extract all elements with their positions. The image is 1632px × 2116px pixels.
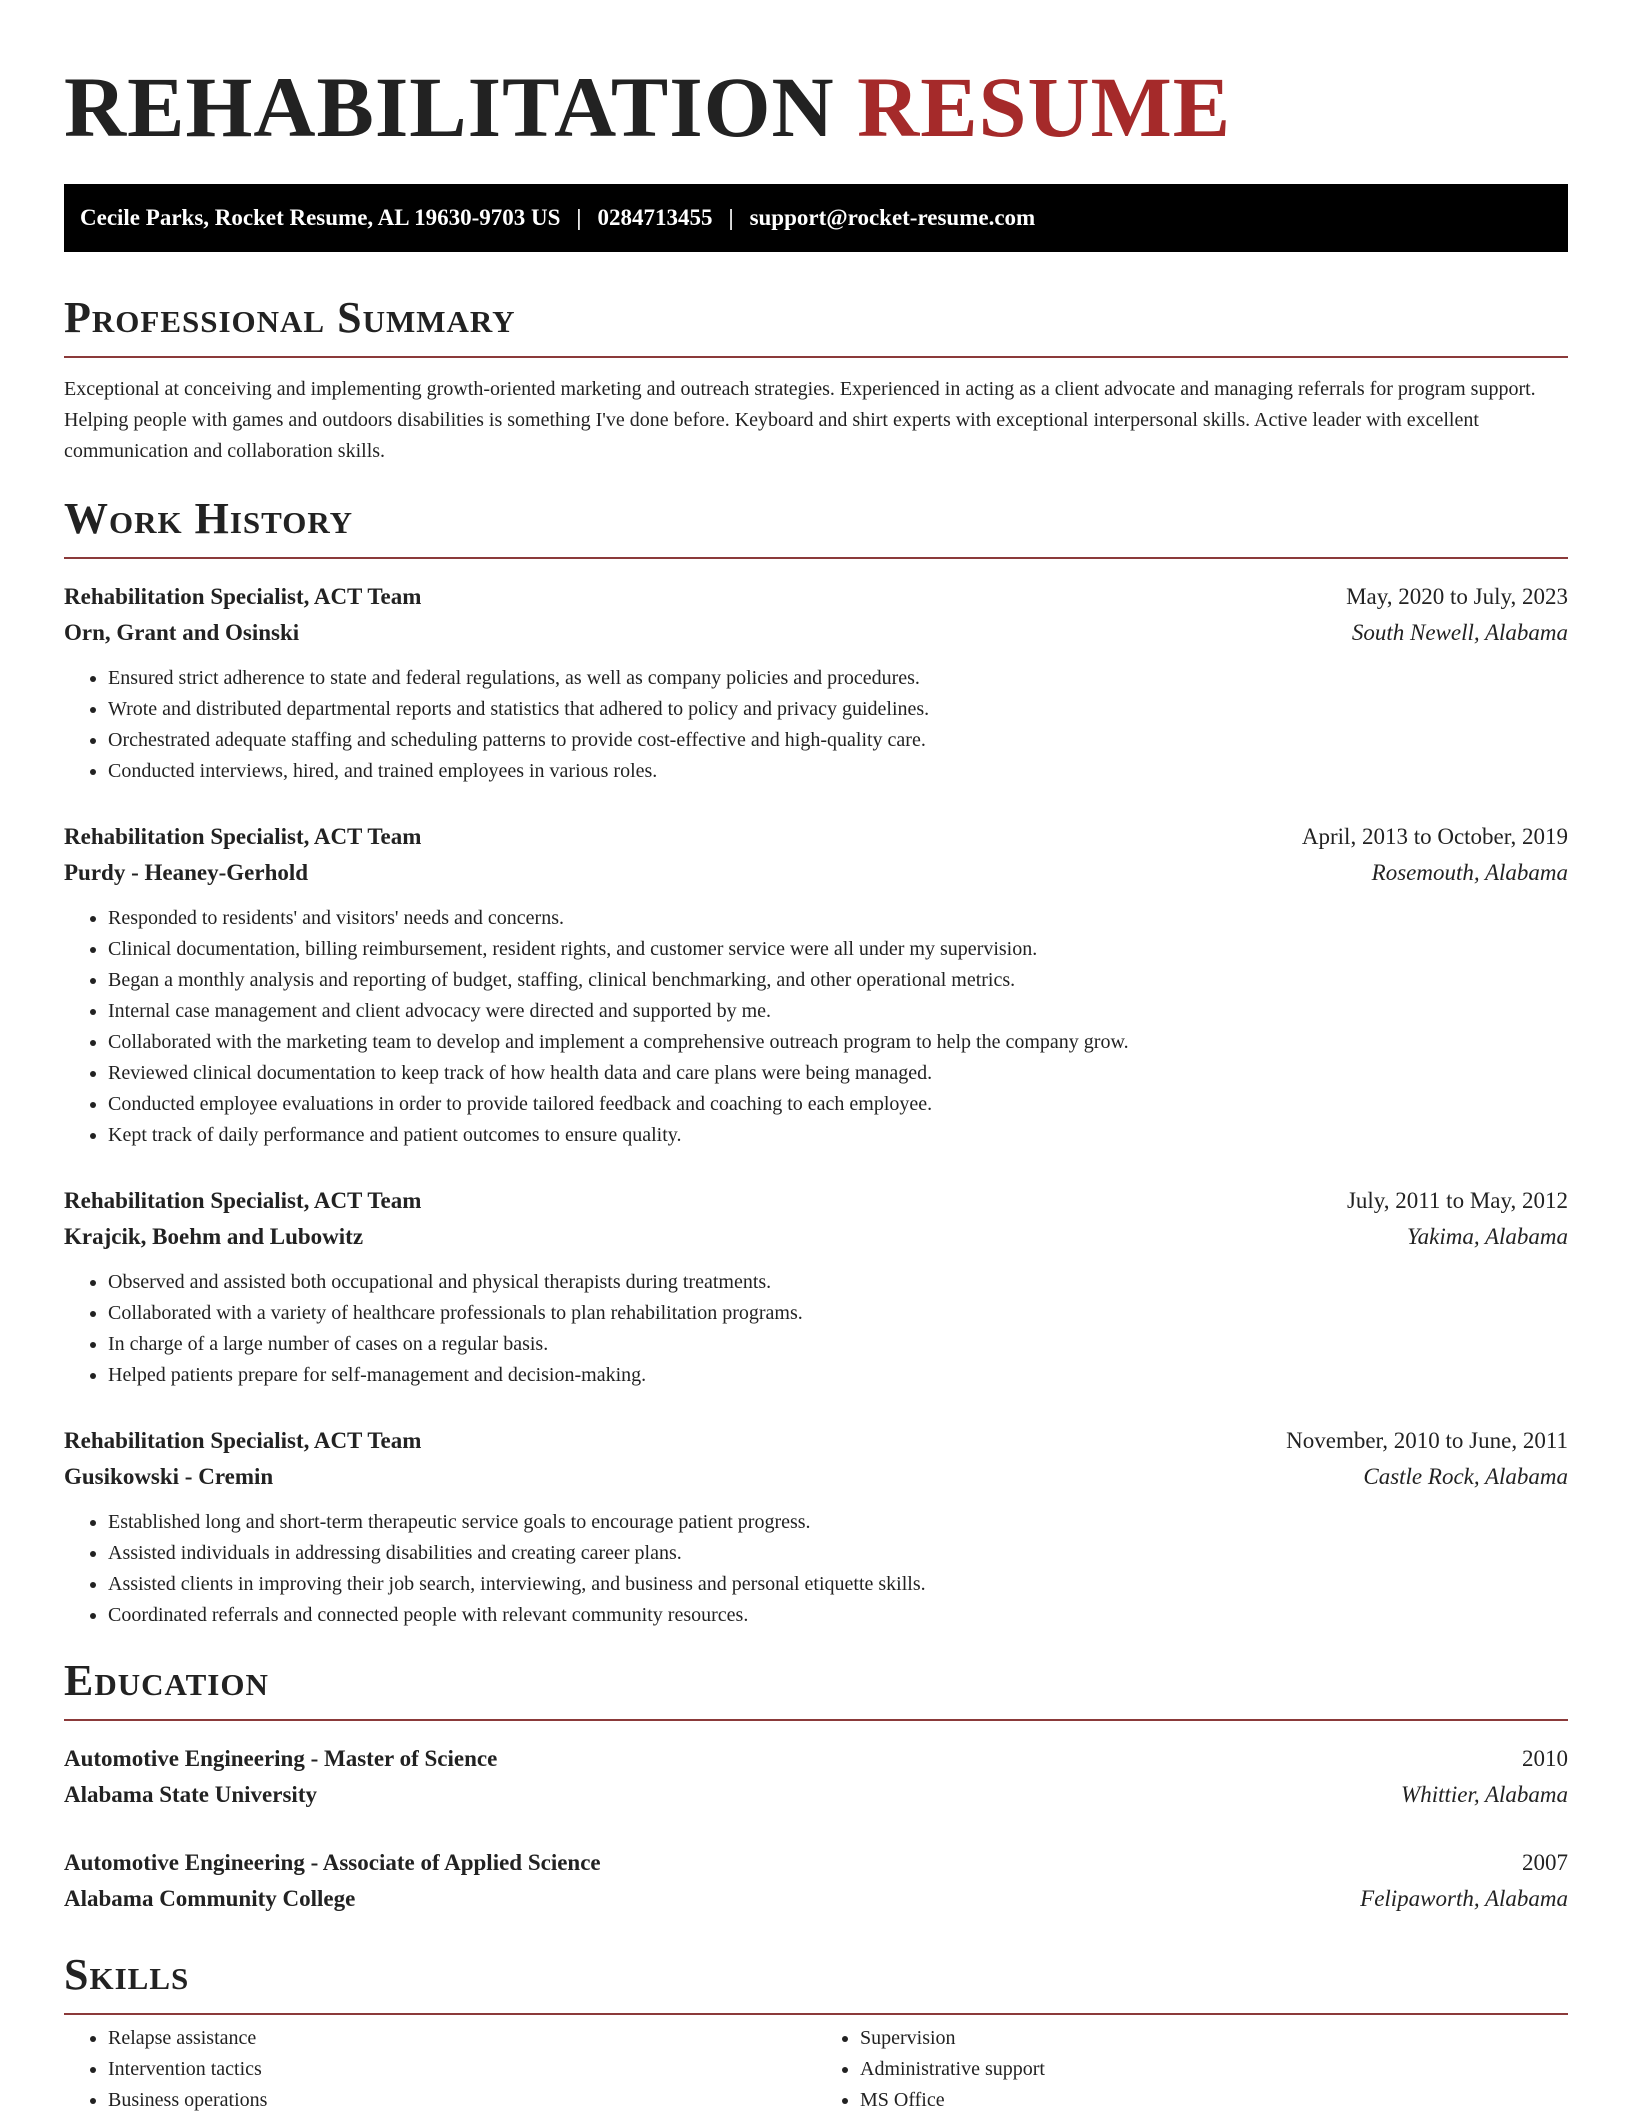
education-degree-row <box>64 1845 1568 1881</box>
job-dates: November, 2010 to June, 2011 <box>1286 1428 1568 1453</box>
contact-address: Cecile Parks, Rocket Resume, AL 19630-9703 US <box>80 205 561 230</box>
job-bullets <box>64 1507 1568 1631</box>
job-header-row <box>64 1423 1568 1459</box>
job-bullet: • Began a monthly analysis and reporting of budget, staffing, clinical benchmarking, and other operational metrics. <box>108 965 1568 996</box>
job-location: Castle Rock, Alabama <box>1363 1464 1568 1489</box>
education-section <box>64 1656 1568 1917</box>
contact-email: support@rocket-resume.com <box>749 205 1036 230</box>
job-bullet: • Observed and assisted both occupational and physical therapists during treatments. <box>108 1267 1568 1298</box>
job-company: Krajcik, Boehm and Lubowitz <box>64 1224 364 1249</box>
job-bullet: • Conducted employee evaluations in order to provide tailored feedback and coaching to each employee. <box>108 1089 1568 1120</box>
education-school-row <box>64 1777 1568 1813</box>
job-header-row <box>64 579 1568 615</box>
job-title: Rehabilitation Specialist, ACT Team <box>64 584 422 609</box>
job-bullet: • Conducted interviews, hired, and trained employees in various roles. <box>108 756 1568 787</box>
education-list <box>64 1741 1568 1917</box>
work-history-heading: Work History <box>64 494 354 543</box>
education-entry <box>64 1845 1568 1917</box>
job-bullet: • Internal case management and client advocacy were directed and supported by me. <box>108 996 1568 1027</box>
skills-grid <box>64 2023 1568 2116</box>
job-bullet: • Orchestrated adequate staffing and scheduling patterns to provide cost-effective and high-quality care. <box>108 725 1568 756</box>
education-school: Alabama State University <box>64 1782 317 1807</box>
job-bullets <box>64 903 1568 1151</box>
job-header-row <box>64 819 1568 855</box>
job-bullets <box>64 1267 1568 1391</box>
job-bullet: • Responded to residents' and visitors' needs and concerns. <box>108 903 1568 934</box>
job-bullet: • Wrote and distributed departmental reports and statistics that adhered to policy and privacy guidelines. <box>108 694 1568 725</box>
education-location: Whittier, Alabama <box>1401 1782 1568 1807</box>
job-bullet: • Collaborated with a variety of healthcare professionals to plan rehabilitation programs. <box>108 1298 1568 1329</box>
job-entry <box>64 819 1568 1151</box>
job-entry <box>64 1183 1568 1391</box>
skill-item: • Business operations <box>108 2085 816 2116</box>
job-bullet: • In charge of a large number of cases on a regular basis. <box>108 1329 1568 1360</box>
title-main: REHABILITATION <box>64 59 835 155</box>
skill-item: • Administrative support <box>860 2054 1568 2085</box>
education-degree-row <box>64 1741 1568 1777</box>
job-bullet: • Coordinated referrals and connected people with relevant community resources. <box>108 1600 1568 1631</box>
job-bullet: • Helped patients prepare for self-management and decision-making. <box>108 1360 1568 1391</box>
skills-column-left <box>64 2023 816 2116</box>
job-company: Orn, Grant and Osinski <box>64 620 300 645</box>
job-title: Rehabilitation Specialist, ACT Team <box>64 1188 422 1213</box>
job-bullet: • Established long and short-term therapeutic service goals to encourage patient progress. <box>108 1507 1568 1538</box>
section-divider <box>64 2013 1568 2015</box>
education-year: 2007 <box>1522 1850 1568 1875</box>
title-accent: RESUME <box>857 59 1232 155</box>
education-degree: Automotive Engineering - Master of Science <box>64 1746 498 1771</box>
job-entry <box>64 579 1568 787</box>
job-location: South Newell, Alabama <box>1351 620 1568 645</box>
contact-separator: | <box>728 205 734 230</box>
skills-heading: Skills <box>64 1950 190 1999</box>
education-location: Felipaworth, Alabama <box>1360 1886 1568 1911</box>
job-dates: May, 2020 to July, 2023 <box>1346 584 1568 609</box>
contact-phone: 0284713455 <box>597 205 713 230</box>
skill-item: • Intervention tactics <box>108 2054 816 2085</box>
contact-bar <box>64 184 1568 252</box>
education-entry <box>64 1741 1568 1813</box>
section-divider <box>64 356 1568 358</box>
skill-item: • Supervision <box>860 2023 1568 2054</box>
section-divider <box>64 557 1568 559</box>
skills-column-right <box>816 2023 1568 2116</box>
job-dates: July, 2011 to May, 2012 <box>1346 1188 1568 1213</box>
education-school-row <box>64 1881 1568 1917</box>
education-year: 2010 <box>1522 1746 1568 1771</box>
contact-separator: | <box>576 205 582 230</box>
job-title: Rehabilitation Specialist, ACT Team <box>64 824 422 849</box>
job-company-row <box>64 1459 1568 1495</box>
skills-section <box>64 1950 1568 2116</box>
skill-item: • MS Office <box>860 2085 1568 2116</box>
job-entry <box>64 1423 1568 1631</box>
job-bullet: • Assisted individuals in addressing disabilities and creating career plans. <box>108 1538 1568 1569</box>
job-company-row <box>64 615 1568 651</box>
job-header-row <box>64 1183 1568 1219</box>
job-location: Rosemouth, Alabama <box>1371 860 1568 885</box>
job-bullet: • Kept track of daily performance and patient outcomes to ensure quality. <box>108 1120 1568 1151</box>
job-company-row <box>64 1219 1568 1255</box>
job-bullet: • Reviewed clinical documentation to keep track of how health data and care plans were being managed. <box>108 1058 1568 1089</box>
job-bullets <box>64 663 1568 787</box>
job-bullet: • Ensured strict adherence to state and federal regulations, as well as company policies and procedures. <box>108 663 1568 694</box>
job-company: Purdy - Heaney-Gerhold <box>64 860 309 885</box>
job-dates: April, 2013 to October, 2019 <box>1301 824 1568 849</box>
job-bullet: • Clinical documentation, billing reimbursement, resident rights, and customer service were all under my supervision. <box>108 934 1568 965</box>
work-history-section <box>64 494 1568 1631</box>
section-divider <box>64 1719 1568 1721</box>
job-list <box>64 579 1568 1631</box>
page-title <box>64 59 1568 155</box>
summary-section <box>64 293 1568 467</box>
summary-heading: Professional Summary <box>64 293 516 342</box>
job-location: Yakima, Alabama <box>1406 1224 1568 1249</box>
job-bullet: • Assisted clients in improving their job search, interviewing, and business and personal etiquette skills. <box>108 1569 1568 1600</box>
education-school: Alabama Community College <box>64 1886 356 1911</box>
education-degree: Automotive Engineering - Associate of Applied Science <box>64 1850 601 1875</box>
job-bullet: • Collaborated with the marketing team to develop and implement a comprehensive outreach program to help the company grow. <box>108 1027 1568 1058</box>
job-title: Rehabilitation Specialist, ACT Team <box>64 1428 422 1453</box>
job-company: Gusikowski - Cremin <box>64 1464 274 1489</box>
job-company-row <box>64 855 1568 891</box>
summary-text: Exceptional at conceiving and implementing growth-oriented marketing and outreach strategies. Experienced in acting as a client advocate and managing referrals for program support. Helping people with games and outdoors disabilities is something I've done before. Keyboard and shirt experts with exceptional interpersonal skills. Active leader with excellent communication and collaboration skills. <box>64 378 1536 462</box>
skill-item: • Relapse assistance <box>108 2023 816 2054</box>
education-heading: Education <box>64 1656 269 1705</box>
